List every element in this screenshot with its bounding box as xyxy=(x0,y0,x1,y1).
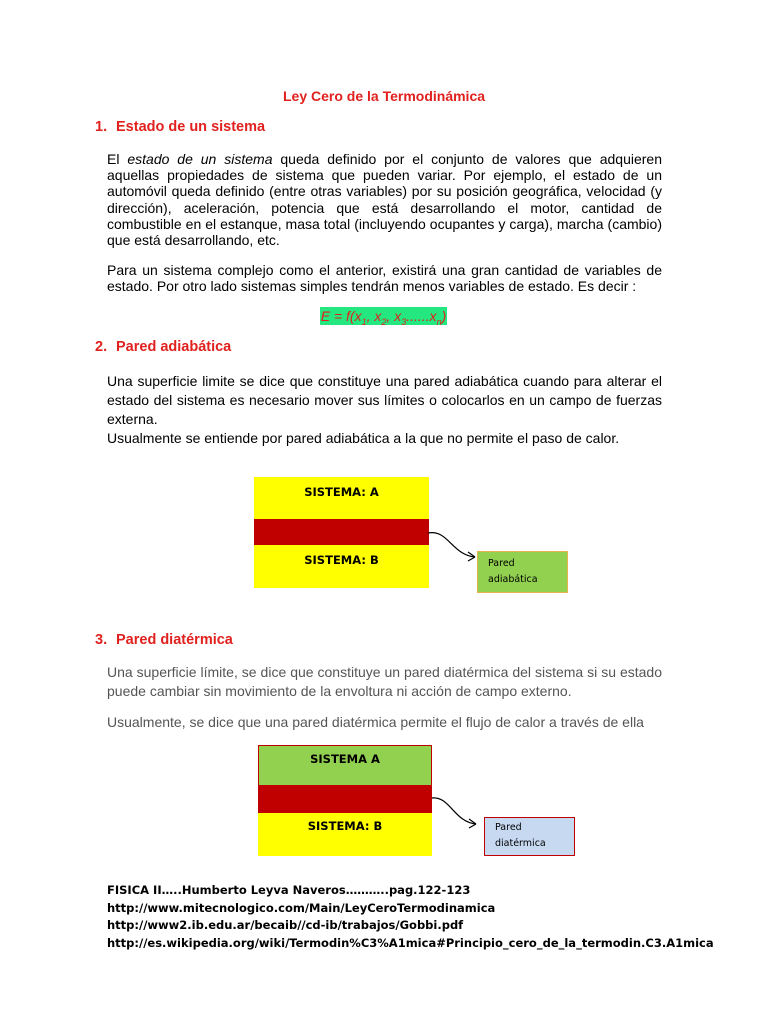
section-title: Pared adiabática xyxy=(116,339,232,355)
paragraph-adiabatica-usual: Usualmente se entiende por pared adiabática a la que no permite el paso de calor. xyxy=(107,430,620,446)
paragraph-estado-complejo: Para un sistema complejo como el anterior, existirá una gran cantidad de variables de estado. Por otro lado sistemas simples tendrán menos variables de estado. Es decir : xyxy=(107,262,662,295)
page-title: Ley Cero de la Termodinámica xyxy=(282,88,486,104)
arrow-connector xyxy=(424,792,489,837)
state-formula: $E = f(x_1$, $x_2$, $x_3......x_n$) xyxy=(320,308,447,327)
pared-diatermica-label: Pared diatérmica xyxy=(495,822,546,849)
system-b-label: SISTEMA: B xyxy=(307,819,383,833)
section-title: Estado de un sistema xyxy=(116,119,266,135)
section-title: Pared diatérmica xyxy=(116,632,233,648)
adiabatic-wall xyxy=(254,519,429,545)
text-prefix: El xyxy=(107,151,128,167)
paragraph-adiabatica-definition: Una superficie limite se dice que constituye una pared adiabática cuando para alterar el estado del sistema es necesario mover sus límites o colocarlos en un campo de fuerzas externa. xyxy=(107,373,662,427)
text-rest: queda definido por el conjunto de valores que adquieren aquellas propiedades de sistema que pueden variar. Por ejemplo, el estado de un automóvil queda definido (entre otras variables) por su posición geográfica, velocidad (y dirección), aceleración, potencia que está desarrollando el motor, cantidad de combustible en el estanque, masa total (incluyendo ocupantes y carga), marcha (cambio) que está desarrollando, etc. xyxy=(107,151,662,249)
system-a-box xyxy=(258,745,432,786)
section-heading-estado xyxy=(95,119,265,135)
system-b-label: SISTEMA: B xyxy=(304,553,379,567)
diathermic-wall xyxy=(258,786,432,813)
paragraph-estado-definition xyxy=(107,151,662,248)
section-heading-diatermica xyxy=(95,632,233,648)
section-heading-adiabatica xyxy=(95,339,231,355)
reference-link: http://es.wikipedia.org/wiki/Termodin%C3%A1mica#Principio_cero_de_la_termodin.C3.A1mica xyxy=(107,935,714,950)
italic-term: estado de un sistema xyxy=(127,151,273,167)
section-number: 2. xyxy=(95,339,108,355)
system-b-box xyxy=(258,813,432,856)
paragraph-diatermica-definition: Una superficie límite, se dice que constituye un pared diatérmica del sistema si su estado puede cambiar sin movimiento de la envoltura ni acción de campo externo. xyxy=(107,664,662,699)
system-a-label: SISTEMA A xyxy=(310,752,380,766)
system-a-box xyxy=(254,477,429,519)
reference-link: http://www2.ib.edu.ar/becaib//cd-ib/trabajos/Gobbi.pdf xyxy=(107,918,464,932)
section-number: 1. xyxy=(95,119,108,135)
reference-book: FISICA II…..Humberto Leyva Naveros………..pag.122-123 xyxy=(107,883,471,897)
system-b-box xyxy=(254,545,429,588)
pared-adiabatica-label: Pared adiabática xyxy=(488,558,538,585)
paragraph-diatermica-usual: Usualmente, se dice que una pared diatérmica permite el flujo de calor a través de ella xyxy=(107,714,644,730)
pared-adiabatica-label-box xyxy=(477,551,568,593)
system-a-label: SISTEMA: A xyxy=(304,485,379,499)
pared-diatermica-label-box xyxy=(484,817,575,856)
reference-link: http://www.mitecnologico.com/Main/LeyCeroTermodinamica xyxy=(107,900,496,915)
section-number: 3. xyxy=(95,632,108,648)
references xyxy=(107,882,714,952)
